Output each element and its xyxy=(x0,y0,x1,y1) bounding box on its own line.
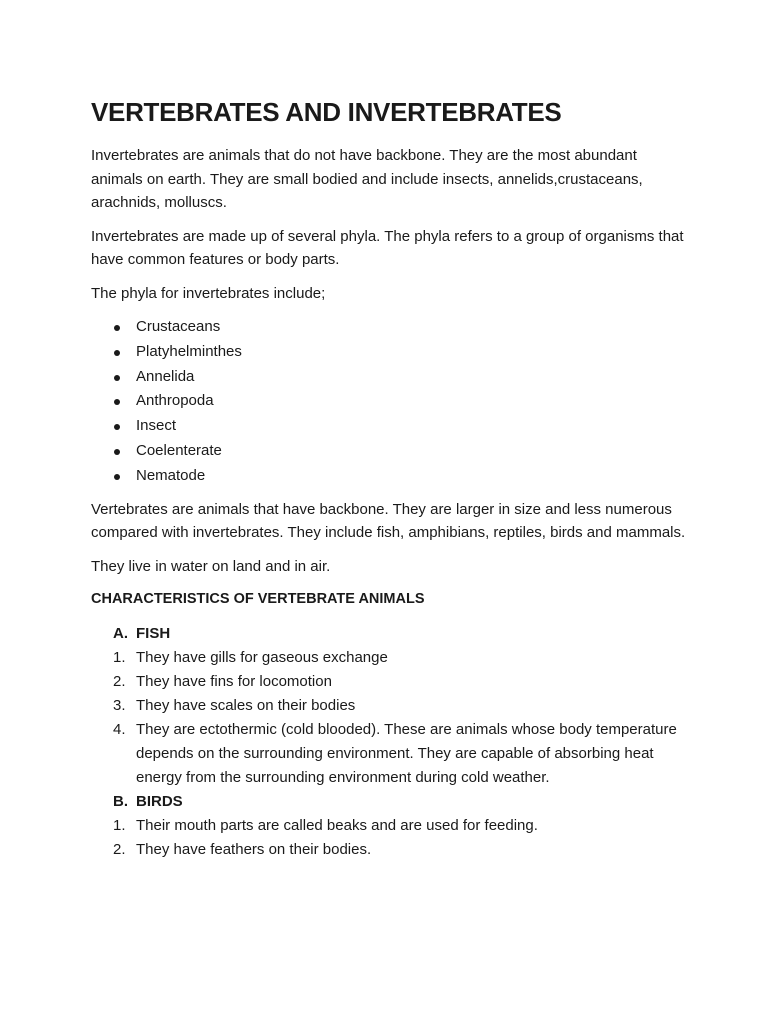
item-text: They have feathers on their bodies. xyxy=(136,840,372,858)
bullet-icon xyxy=(114,424,120,430)
section-name: FISH xyxy=(136,624,171,642)
phyla-name: Coelenterate xyxy=(136,441,222,459)
paragraph-phyla-definition: Invertebrates are made up of several phyla. The phyla refers to a group of organisms that have common features or body parts. xyxy=(91,227,684,268)
numbered-item xyxy=(91,646,691,670)
bullet-icon xyxy=(114,325,120,331)
page-title: VERTEBRATES AND INVERTEBRATES xyxy=(91,97,562,127)
phyla-name: Annelida xyxy=(136,367,195,385)
numbered-item xyxy=(91,694,691,718)
phyla-list-item xyxy=(91,315,691,340)
intro-paragraph-invertebrates: Invertebrates are animals that do not have backbone. They are the most abundant animals on earth. They are small bodied and include insects, annelids,crustaceans, arachnids, molluscs. xyxy=(91,147,643,211)
phyla-list-item xyxy=(91,464,691,489)
phyla-name: Anthropoda xyxy=(136,392,214,410)
phyla-name: Nematode xyxy=(136,466,206,484)
phyla-list-item xyxy=(91,389,691,414)
numbered-item xyxy=(91,670,691,694)
item-number: 4. xyxy=(113,720,126,738)
bullet-icon xyxy=(114,399,120,405)
document-page xyxy=(91,96,691,862)
item-number: 1. xyxy=(113,816,126,834)
item-text: Their mouth parts are called beaks and are used for feeding. xyxy=(136,816,538,834)
phyla-name: Insect xyxy=(136,417,177,435)
item-text: They have fins for locomotion xyxy=(136,672,332,690)
phyla-name: Crustaceans xyxy=(136,318,221,335)
numbered-item xyxy=(91,838,691,862)
numbered-item xyxy=(91,814,691,838)
section-marker: B. xyxy=(113,792,128,810)
item-number: 2. xyxy=(113,672,126,690)
section-heading xyxy=(91,790,691,814)
bullet-icon xyxy=(114,375,120,381)
item-text: They have gills for gaseous exchange xyxy=(136,648,388,666)
paragraph-phyla-intro: The phyla for invertebrates include; xyxy=(91,284,326,302)
phyla-list-item xyxy=(91,414,691,439)
phyla-list xyxy=(91,315,691,489)
bullet-icon xyxy=(114,474,120,480)
paragraph-vertebrates: Vertebrates are animals that have backbone. They are larger in size and less numerous compared with invertebrates. They include fish, amphibians, reptiles, birds and mammals. xyxy=(91,500,686,542)
phyla-list-item xyxy=(91,340,691,365)
item-text: They are ectothermic (cold blooded). These are animals whose body temperature depends on the surrounding environment. They are capable of absorbing heat energy from the surrounding environment during cold weather. xyxy=(136,720,677,786)
item-number: 2. xyxy=(113,840,126,858)
item-number: 3. xyxy=(113,696,126,714)
numbered-item xyxy=(91,718,691,790)
section-marker: A. xyxy=(113,624,128,642)
phyla-name: Platyhelminthes xyxy=(136,342,242,360)
characteristics-heading: CHARACTERISTICS OF VERTEBRATE ANIMALS xyxy=(91,591,425,608)
phyla-list-item xyxy=(91,439,691,464)
item-text: They have scales on their bodies xyxy=(136,696,356,714)
bullet-icon xyxy=(114,449,120,455)
item-number: 1. xyxy=(113,648,126,666)
section-heading xyxy=(91,622,691,646)
bullet-icon xyxy=(114,350,120,356)
phyla-list-item xyxy=(91,365,691,390)
section-birds xyxy=(91,790,691,862)
section-name: BIRDS xyxy=(136,792,183,810)
section-fish xyxy=(91,622,691,790)
paragraph-habitat: They live in water on land and in air. xyxy=(91,557,331,575)
